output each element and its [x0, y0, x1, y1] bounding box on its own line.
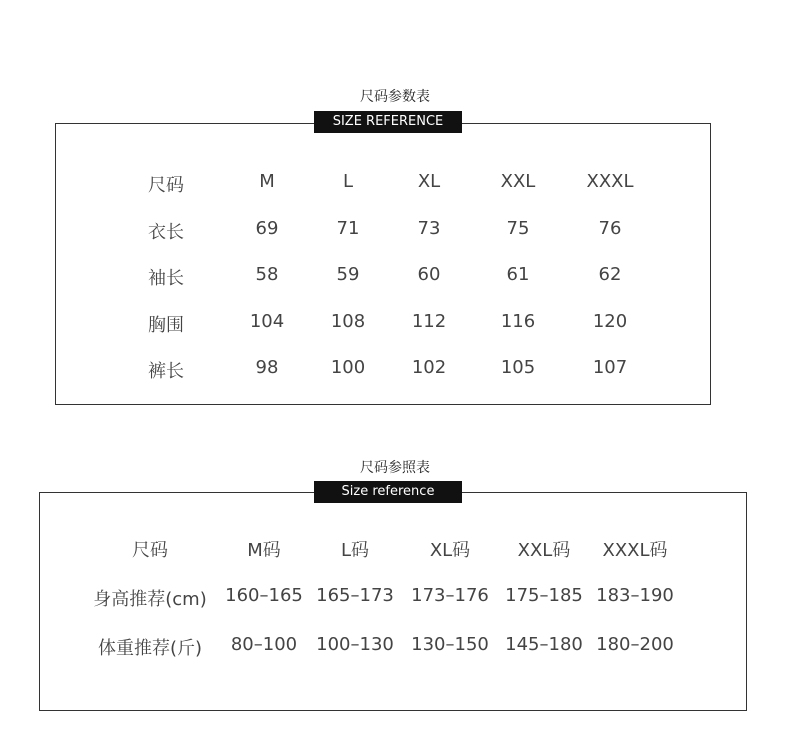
table-cell: 100: [330, 357, 366, 378]
table-header-cell: XL: [417, 171, 441, 192]
table-cell: 116: [500, 311, 536, 332]
table-header-cell: M: [259, 171, 275, 192]
table-cell: 61: [506, 264, 530, 285]
table-cell: 108: [330, 311, 366, 332]
table-header-cell: L: [342, 171, 354, 192]
size-table-caption: 尺码参数表: [360, 89, 430, 105]
table-cell: 60: [417, 264, 441, 285]
table-header-cell: M码: [247, 540, 281, 561]
table-header-cell: XXXL码: [602, 540, 668, 561]
table-cell: 175–185: [505, 585, 583, 606]
table-cell: 75: [506, 218, 530, 239]
table-header-cell: 尺码: [148, 175, 184, 196]
table-row-label: 身高推荐(cm): [93, 589, 207, 610]
size-reference-badge-2: Size reference: [314, 481, 462, 503]
table-cell: 98: [255, 357, 279, 378]
table-cell: 102: [411, 357, 447, 378]
table-cell: 73: [417, 218, 441, 239]
table-cell: 107: [592, 357, 628, 378]
table-row-label: 体重推荐(斤): [97, 638, 203, 659]
table-cell: 173–176: [411, 585, 489, 606]
table-cell: 100–130: [316, 634, 394, 655]
table-header-cell: XXL码: [517, 540, 571, 561]
table-cell: 80–100: [230, 634, 298, 655]
table-cell: 130–150: [411, 634, 489, 655]
table-cell: 112: [411, 311, 447, 332]
table-cell: 69: [255, 218, 279, 239]
table-cell: 58: [255, 264, 279, 285]
table-header-cell: XL码: [429, 540, 471, 561]
table-cell: 180–200: [596, 634, 674, 655]
table-cell: 62: [598, 264, 622, 285]
table-header-cell: L码: [340, 540, 370, 561]
table-cell: 76: [598, 218, 622, 239]
table-cell: 145–180: [505, 634, 583, 655]
table-cell: 183–190: [596, 585, 674, 606]
table-header-cell: 尺码: [132, 540, 168, 561]
table-header-cell: XXXL: [586, 171, 634, 192]
table-cell: 120: [592, 311, 628, 332]
table-cell: 165–173: [316, 585, 394, 606]
table-row-label: 裤长: [148, 361, 184, 382]
table-header-cell: XXL: [500, 171, 536, 192]
table-cell: 105: [500, 357, 536, 378]
table-row-label: 衣长: [148, 222, 184, 243]
table-cell: 160–165: [225, 585, 303, 606]
table-cell: 71: [336, 218, 360, 239]
reference-table-caption: 尺码参照表: [360, 460, 430, 476]
table-cell: 59: [336, 264, 360, 285]
table-row-label: 袖长: [148, 268, 184, 289]
size-reference-badge: SIZE REFERENCE: [314, 111, 462, 133]
table-row-label: 胸围: [148, 315, 184, 336]
table-cell: 104: [249, 311, 285, 332]
